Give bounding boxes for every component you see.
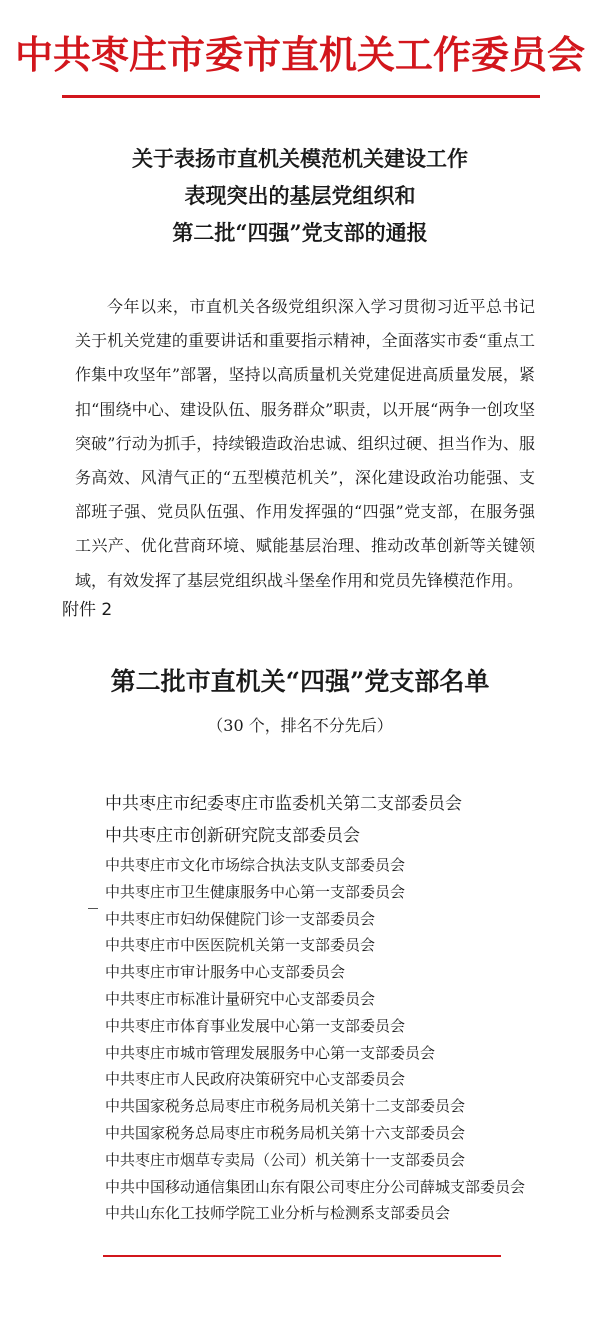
list-item: 中共枣庄市烟草专卖局（公司）机关第十一支部委员会 [105,1150,466,1169]
header-red-rule [62,95,540,98]
list-item: 中共山东化工技师学院工业分析与检测系支部委员会 [105,1204,451,1223]
list-item: 中共枣庄市妇幼保健院门诊一支部委员会 [105,909,376,928]
list-item: 中共枣庄市审计服务中心支部委员会 [105,963,346,982]
list-title: 第二批市直机关“四强”党支部名单 [110,667,490,696]
notice-title-line-2: 表现突出的基层党组织和 [184,183,416,208]
list-item: 中共枣庄市卫生健康服务中心第一支部委员会 [105,882,406,901]
list-item: 中共枣庄市人民政府决策研究中心支部委员会 [105,1070,406,1089]
branch-list [105,788,525,1227]
list-item: 中共枣庄市城市管理发展服务中心第一支部委员会 [105,1043,436,1062]
list-item: 中共枣庄市标准计量研究中心支部委员会 [105,989,376,1008]
notice-title-line-3: 第二批“四强”党支部的通报 [172,220,428,245]
list-item: 中共枣庄市中医医院机关第一支部委员会 [105,936,376,955]
list-item: 中共国家税务总局枣庄市税务局机关第十六支部委员会 [105,1123,466,1142]
list-item: 中共枣庄市纪委枣庄市监委机关第二支部委员会 [105,794,462,814]
notice-body-paragraph: 今年以来，市直机关各级党组织深入学习贯彻习近平总书记关于机关党建的重要讲话和重要指示精神，全面落实市委“重点工作集中攻坚年”部署，坚持以高质量机关党建促进高质量发展，紧扣“围绕中心、建设队伍、服务群众”职责，以开展“两争一创攻坚突破”行动为抓手，持续锻造政治忠诚、组织过硬、担当作为、服务高效、风清气正的“五型模范机关”，深化建设政治功能强、支部班子强、党员队伍强、作用发挥强的“四强”党支部，在服务强工兴产、优化营商环境、赋能基层治理、推动改革创新等关键领域，有效发挥了基层党组织战斗堡垒作用和党员先锋模范作用。 [75,297,535,590]
margin-mark [88,908,98,909]
list-item: 中共枣庄市文化市场综合执法支队支部委员会 [105,856,406,874]
issuer-header: 中共枣庄市委市直机关工作委员会 [14,33,585,77]
list-item: 中共枣庄市创新研究院支部委员会 [105,826,360,846]
list-item: 中共中国移动通信集团山东有限公司枣庄分公司薛城支部委员会 [105,1177,526,1196]
list-item: 中共枣庄市体育事业发展中心第一支部委员会 [105,1016,406,1035]
attachment-label: 附件 2 [62,600,113,620]
underline-red-rule [103,1255,501,1257]
notice-title-line-1: 关于表扬市直机关模范机关建设工作 [132,146,468,171]
list-item: 中共国家税务总局枣庄市税务局机关第十二支部委员会 [105,1097,466,1116]
list-subtitle: （30 个，排名不分先后） [207,716,393,735]
notice-body [75,290,535,598]
